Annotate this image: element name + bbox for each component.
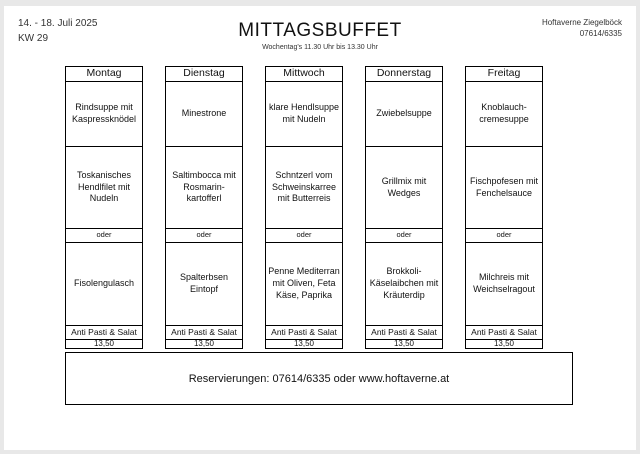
day-column-thursday	[365, 66, 443, 349]
menu-sheet	[4, 6, 636, 450]
soup-dish: Rindsuppe mit Kaspressknödel	[66, 82, 142, 148]
day-column-friday	[465, 66, 543, 349]
alternative-dish: Fisolengulasch	[66, 243, 142, 326]
or-label: oder	[466, 229, 542, 243]
or-label: oder	[266, 229, 342, 243]
page-title: MITTAGSBUFFET	[238, 20, 402, 41]
main-dish: Schntzerl vom Schweinskarree mit Butterreis	[266, 147, 342, 228]
reservation-box	[65, 352, 573, 405]
main-dish: Toskanisches Hendlfilet mit Nudeln	[66, 147, 142, 228]
or-label: oder	[366, 229, 442, 243]
main-dish: Saltimbocca mit Rosmarin-kartofferl	[166, 147, 242, 228]
alternative-dish: Spalterbsen Eintopf	[166, 243, 242, 326]
or-label: oder	[66, 229, 142, 243]
side-dish: Anti Pasti & Salat	[166, 326, 242, 340]
day-name: Freitag	[466, 67, 542, 82]
restaurant-name: Hoftaverne Ziegelböck	[541, 18, 622, 27]
price: 13,50	[193, 338, 215, 348]
price: 13,50	[293, 338, 315, 348]
day-name: Mittwoch	[266, 67, 342, 82]
opening-hours: Wochentag's 11.30 Uhr bis 13.30 Uhr	[262, 44, 378, 51]
restaurant-phone: 07614/6335	[579, 29, 622, 38]
alternative-dish: Brokkoli-Käselaibchen mit Kräuterdip	[366, 243, 442, 326]
soup-dish: Knoblauch-cremesuppe	[466, 82, 542, 148]
side-dish: Anti Pasti & Salat	[366, 326, 442, 340]
soup-dish: Minestrone	[166, 82, 242, 148]
day-column-monday	[65, 66, 143, 349]
alternative-dish: Penne Mediterran mit Oliven, Feta Käse, Paprika	[266, 243, 342, 326]
alternative-dish: Milchreis mit Weichselragout	[466, 243, 542, 326]
main-dish: Grillmix mit Wedges	[366, 147, 442, 228]
day-name: Dienstag	[166, 67, 242, 82]
soup-dish: Zwiebelsuppe	[366, 82, 442, 148]
calendar-week: KW 29	[18, 33, 49, 44]
day-column-wednesday	[265, 66, 343, 349]
price: 13,50	[93, 338, 115, 348]
side-dish: Anti Pasti & Salat	[466, 326, 542, 340]
side-dish: Anti Pasti & Salat	[266, 326, 342, 340]
day-name: Montag	[66, 67, 142, 82]
side-dish: Anti Pasti & Salat	[66, 326, 142, 340]
day-column-tuesday	[165, 66, 243, 349]
soup-dish: klare Hendlsuppe mit Nudeln	[266, 82, 342, 148]
reservation-text: Reservierungen: 07614/6335 oder www.hoftaverne.at	[188, 372, 450, 385]
main-dish: Fischpofesen mit Fenchelsauce	[466, 147, 542, 228]
day-name: Donnerstag	[366, 67, 442, 82]
date-range: 14. - 18. Juli 2025	[18, 18, 98, 29]
or-label: oder	[166, 229, 242, 243]
price: 13,50	[493, 338, 515, 348]
price: 13,50	[393, 338, 415, 348]
